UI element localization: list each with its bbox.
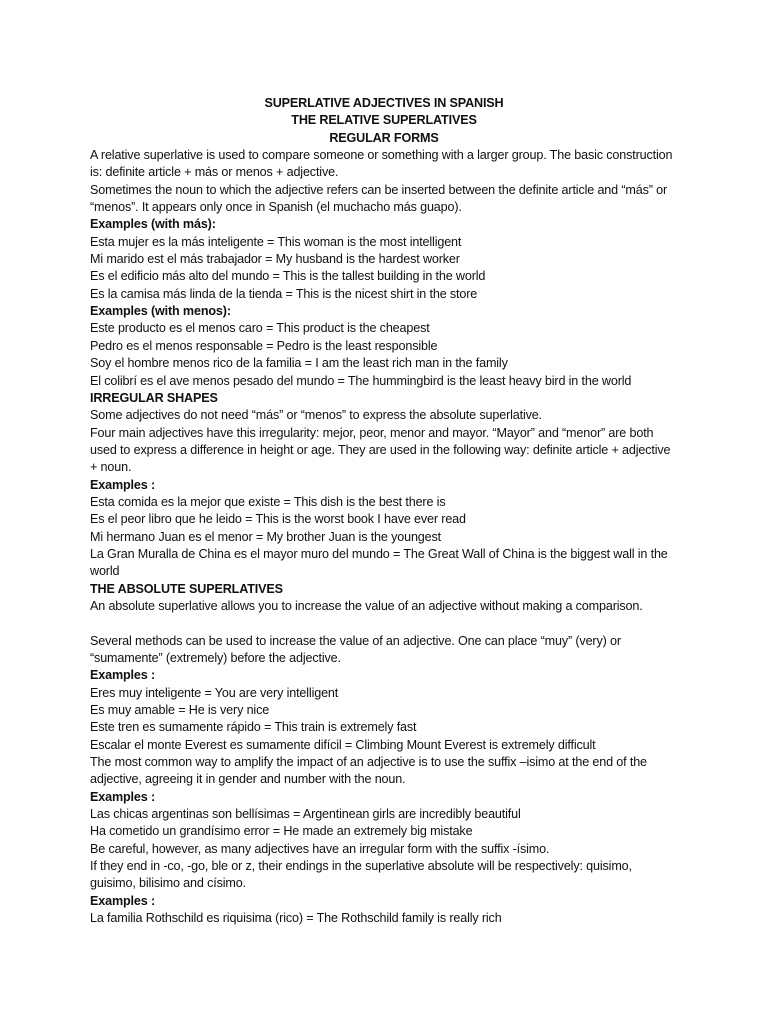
paragraph-line: Escalar el monte Everest es sumamente difícil = Climbing Mount Everest is extremely difficult — [90, 737, 596, 752]
paragraph-line: A relative superlative is used to compare someone or something with a larger group. The basic construction is: definite article + más or menos + adjective. — [90, 148, 673, 180]
section-heading: Examples (with menos): — [90, 304, 231, 319]
paragraph-line: Es la camisa más linda de la tienda = This is the nicest shirt in the store — [90, 286, 478, 301]
paragraph-line: Four main adjectives have this irregularity: mejor, peor, menor and mayor. “Mayor” and “menor” are both used to express a difference in height or age. They are used in the following way: definite article + adjective + noun. — [90, 425, 671, 475]
paragraph-line: Este producto es el menos caro = This product is the cheapest — [90, 321, 430, 336]
paragraph-line: La familia Rothschild es riquisima (rico) = The Rothschild family is really rich — [90, 911, 502, 926]
paragraph-line: Es muy amable = He is very nice — [90, 703, 270, 718]
section-heading: THE ABSOLUTE SUPERLATIVES — [90, 581, 283, 596]
paragraph-line: Esta mujer es la más inteligente = This woman is the most intelligent — [90, 234, 462, 249]
paragraph-line: Sometimes the noun to which the adjective refers can be inserted between the definite article and “más” or “menos”. It appears only once in Spanish (el muchacho más guapo). — [90, 182, 668, 215]
blank-line — [90, 615, 678, 632]
section-heading: Examples : — [90, 477, 155, 492]
paragraph-line: An absolute superlative allows you to increase the value of an adjective without making a comparison. — [90, 598, 643, 613]
paragraph-line: Mi hermano Juan es el menor = My brother Juan is the youngest — [90, 529, 442, 544]
paragraph-line: Mi marido est el más trabajador = My husband is the hardest worker — [90, 252, 460, 267]
paragraph-line: Several methods can be used to increase the value of an adjective. One can place “muy” (very) or “sumamente” (extremely) before the adjective. — [90, 633, 621, 665]
paragraph-line: Es el peor libro que he leido = This is the worst book I have ever read — [90, 512, 466, 527]
section-title-regular-forms: REGULAR FORMS — [329, 130, 439, 145]
paragraph-line: Esta comida es la mejor que existe = This dish is the best there is — [90, 494, 446, 509]
paragraph-line: The most common way to amplify the impact of an adjective is to use the suffix –isimo at the end of the adjective, agreeing it in gender and number with the noun. — [90, 755, 647, 787]
paragraph-line: Eres muy inteligente = You are very intelligent — [90, 685, 339, 700]
paragraph-line: Soy el hombre menos rico de la familia = I am the least rich man in the family — [90, 356, 508, 371]
section-heading: IRREGULAR SHAPES — [90, 390, 218, 405]
paragraph-line: Este tren es sumamente rápido = This train is extremely fast — [90, 720, 417, 735]
paragraph-line: La Gran Muralla de China es el mayor muro del mundo = The Great Wall of China is the biggest wall in the world — [90, 546, 668, 579]
paragraph-line: El colibrí es el ave menos pesado del mundo = The hummingbird is the least heavy bird in the world — [90, 373, 632, 388]
section-heading: Examples : — [90, 789, 155, 804]
section-title-relative-superlatives: THE RELATIVE SUPERLATIVES — [291, 113, 477, 128]
document-body — [90, 95, 678, 928]
document-content — [90, 147, 678, 927]
section-heading: Examples : — [90, 668, 155, 683]
paragraph-line: Las chicas argentinas son bellísimas = Argentinean girls are incredibly beautiful — [90, 807, 521, 822]
section-heading: Examples : — [90, 893, 155, 908]
paragraph-line: Be careful, however, as many adjectives have an irregular form with the suffix -ísimo. — [90, 841, 550, 856]
paragraph-line: Es el edificio más alto del mundo = This is the tallest building in the world — [90, 269, 486, 284]
paragraph-line: If they end in -co, -go, ble or z, their endings in the superlative absolute will be respectively: quisimo, guisimo, bilisimo and císimo. — [90, 859, 632, 891]
document-title: SUPERLATIVE ADJECTIVES IN SPANISH — [264, 96, 504, 110]
section-heading: Examples (with más): — [90, 217, 216, 232]
paragraph-line: Ha cometido un grandísimo error = He made an extremely big mistake — [90, 824, 473, 839]
paragraph-line: Pedro es el menos responsable = Pedro is the least responsible — [90, 338, 438, 353]
paragraph-line: Some adjectives do not need “más” or “menos” to express the absolute superlative. — [90, 408, 542, 423]
